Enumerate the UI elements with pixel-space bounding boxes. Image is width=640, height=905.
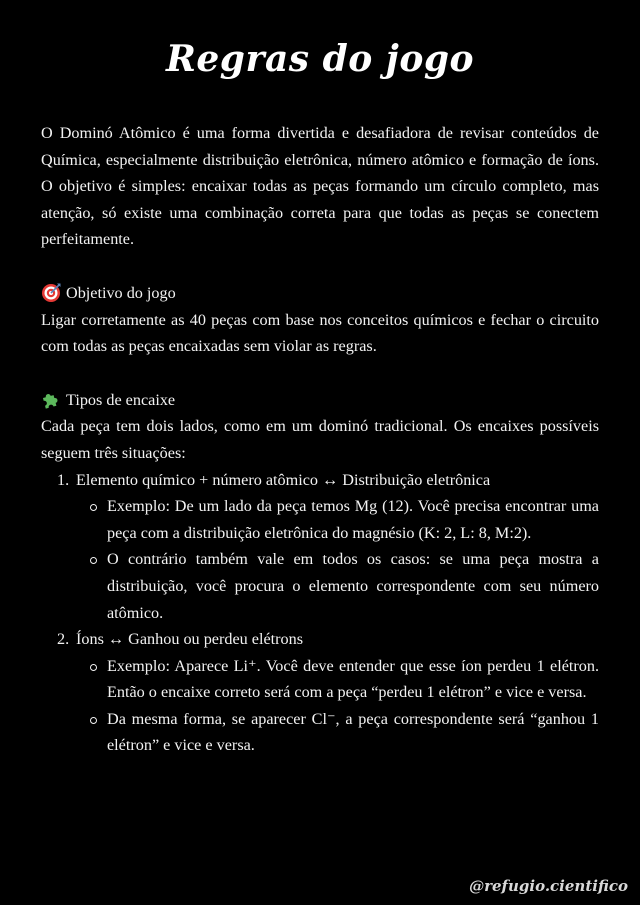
bullet-icon	[90, 664, 97, 671]
list-item	[41, 626, 599, 759]
list-item	[41, 467, 599, 627]
objective-heading-label: Objetivo do jogo	[66, 283, 176, 302]
watermark: @refugio.cientifico	[469, 877, 628, 895]
page-title: Regras do jogo	[165, 38, 475, 80]
list-number: 1.	[57, 470, 70, 489]
puzzle-piece-icon	[41, 390, 61, 410]
list-item-label: Íons ↔ Ganhou ou perdeu elétrons	[76, 630, 304, 649]
list-item-text: Exemplo: De um lado da peça temos Mg (12). Você precisa encontrar uma peça com a distribuição eletrônica do magnésio (K: 2, L: 8, M:2).	[107, 497, 599, 542]
list-item	[76, 493, 599, 546]
sub-list	[76, 653, 599, 759]
list-item-text: Da mesma forma, se aparecer Cl⁻, a peça correspondente será “ganhou 1 elétron” e vice e versa.	[107, 709, 599, 755]
list-item	[76, 706, 599, 759]
rules-content	[41, 120, 599, 759]
list-item-text: Exemplo: Aparece Li⁺. Você deve entender que esse íon perdeu 1 elétron. Então o encaixe correto será com a peça “perdeu 1 elétron” e vice e versa.	[107, 656, 599, 702]
list-item	[76, 653, 599, 706]
bullet-icon	[90, 557, 97, 564]
sub-list	[76, 493, 599, 626]
objective-heading	[41, 280, 599, 307]
types-heading-label: Tipos de encaixe	[66, 390, 176, 409]
bullet-icon	[90, 504, 97, 511]
fit-types-list	[41, 467, 599, 760]
types-text: Cada peça tem dois lados, como em um dominó tradicional. Os encaixes possíveis seguem três situações:	[41, 417, 599, 462]
list-item-label: Elemento químico + número atômico ↔ Distribuição eletrônica	[76, 470, 491, 489]
list-item	[76, 546, 599, 626]
list-item-text: O contrário também vale em todos os casos: se uma peça mostra a distribuição, você procura o elemento correspondente com seu número atômico.	[107, 550, 599, 622]
intro-paragraph: O Dominó Atômico é uma forma divertida e desafiadora de revisar conteúdos de Química, especialmente distribuição eletrônica, número atômico e formação de íons. O objetivo é simples: encaixar todas as peças formando um círculo completo, mas atenção, só existe uma combinação correta para que todas as peças se conectem perfeitamente.	[41, 124, 599, 249]
bullet-icon	[90, 717, 97, 724]
list-number: 2.	[57, 630, 70, 649]
target-icon	[41, 283, 61, 303]
objective-text: Ligar corretamente as 40 peças com base nos conceitos químicos e fechar o circuito com todas as peças encaixadas sem violar as regras.	[41, 310, 599, 356]
types-heading	[41, 387, 599, 414]
